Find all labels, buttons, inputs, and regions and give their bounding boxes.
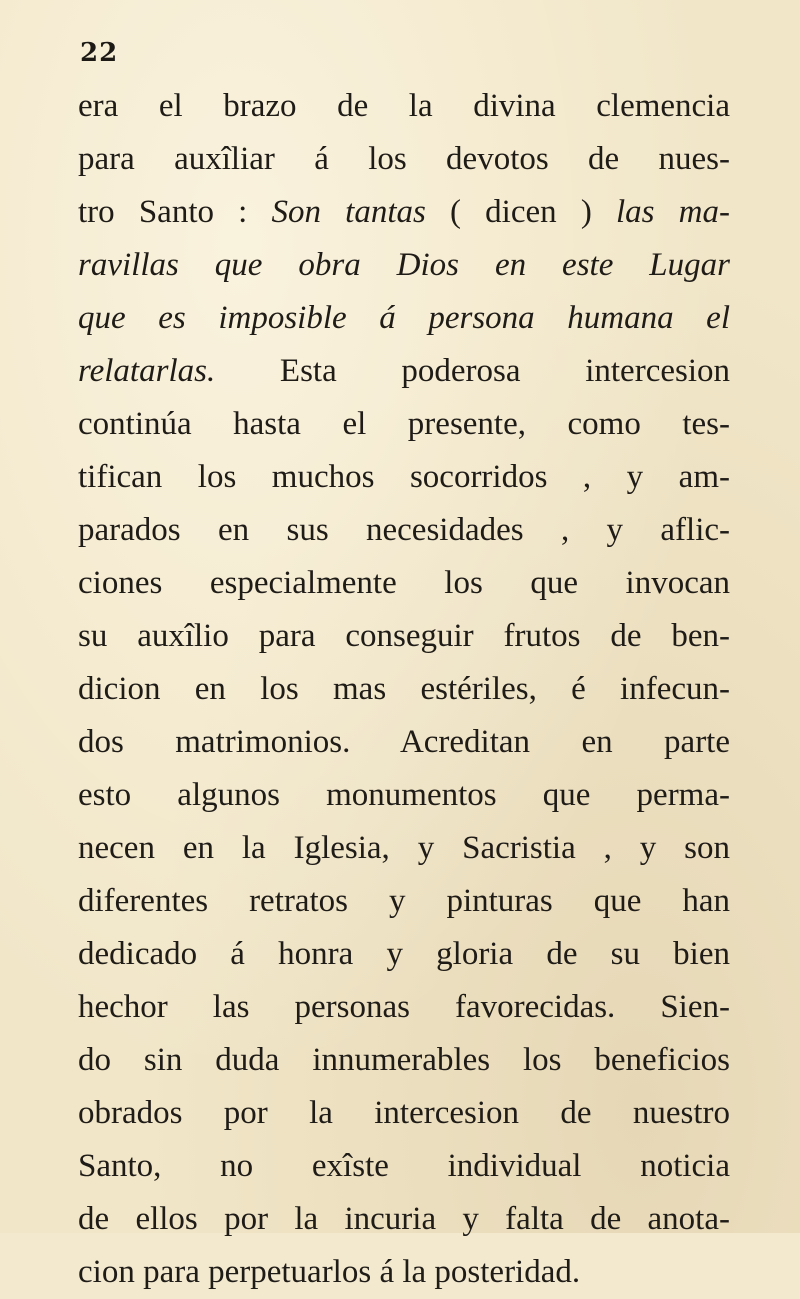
text-segment: esto algunos monumentos que perma-: [78, 777, 730, 813]
text-segment: do sin duda innumerables los beneficios: [78, 1042, 730, 1078]
text-line: [78, 928, 730, 981]
text-line: [78, 1140, 730, 1193]
italic-segment: ravillas que obra Dios en este Lugar: [78, 247, 730, 283]
text-line: [78, 557, 730, 610]
text-line: [78, 769, 730, 822]
text-segment: obrados por la intercesion de nuestro: [78, 1095, 730, 1131]
text-line: [78, 504, 730, 557]
text-line: [78, 716, 730, 769]
text-line: [78, 610, 730, 663]
page-number: 22: [80, 38, 119, 68]
text-line: [78, 398, 730, 451]
text-segment: cion para perpetuarlos á la posteridad.: [78, 1254, 581, 1290]
text-line: [78, 822, 730, 875]
italic-segment: relatarlas.: [78, 353, 216, 389]
text-line: [78, 239, 730, 292]
text-segment: era el brazo de la divina clemencia: [78, 88, 730, 124]
text-segment: de ellos por la incuria y falta de anota-: [78, 1201, 730, 1237]
text-segment: diferentes retratos y pinturas que han: [78, 883, 730, 919]
text-line: [78, 1246, 730, 1299]
text-segment: hechor las personas favorecidas. Sien-: [78, 989, 730, 1025]
text-line: [78, 981, 730, 1034]
text-line: [78, 451, 730, 504]
text-segment: tro Santo :: [78, 194, 272, 230]
text-line: [78, 1034, 730, 1087]
text-line: [78, 1087, 730, 1140]
text-segment: su auxîlio para conseguir frutos de ben-: [78, 618, 730, 654]
text-segment: Santo, no exîste individual noticia: [78, 1148, 730, 1184]
text-line: [78, 80, 730, 133]
italic-segment: Son tantas: [271, 194, 426, 230]
text-line: [78, 186, 730, 239]
text-line: [78, 292, 730, 345]
text-segment: continúa hasta el presente, como tes-: [78, 406, 730, 442]
text-line: [78, 875, 730, 928]
italic-segment: las ma-: [615, 194, 730, 230]
text-segment: para auxîliar á los devotos de nues-: [78, 141, 730, 177]
text-segment: Esta poderosa intercesion: [215, 353, 730, 389]
text-line: [78, 663, 730, 716]
text-segment: tifican los muchos socorridos , y am-: [78, 459, 730, 495]
text-line: [78, 345, 730, 398]
text-segment: parados en sus necesidades , y aflic-: [78, 512, 730, 548]
text-line: [78, 133, 730, 186]
text-segment: dicion en los mas estériles, é infecun-: [78, 671, 730, 707]
text-segment: ciones especialmente los que invocan: [78, 565, 730, 601]
text-line: [78, 1193, 730, 1246]
text-segment: necen en la Iglesia, y Sacristia , y son: [78, 830, 730, 866]
italic-segment: que es imposible á persona humana el: [78, 300, 730, 336]
body-paragraph: [78, 80, 730, 1299]
text-segment: dos matrimonios. Acreditan en parte: [78, 724, 730, 760]
text-segment: ( dicen ): [425, 194, 616, 230]
text-segment: dedicado á honra y gloria de su bien: [78, 936, 730, 972]
